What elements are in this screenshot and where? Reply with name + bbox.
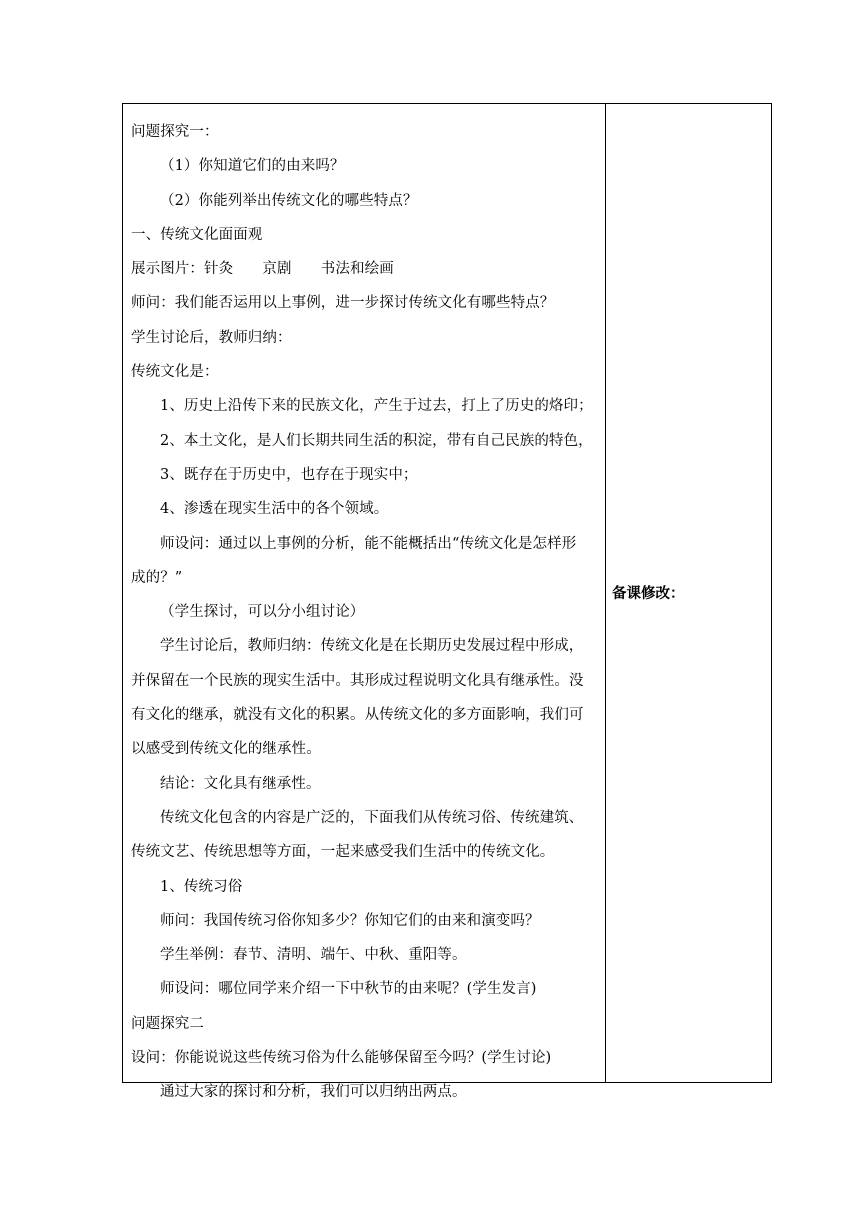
lesson-line: 一、传统文化面面观 <box>131 226 263 243</box>
lesson-line: 师问：我们能否运用以上事例，进一步探讨传统文化有哪些特点？ <box>131 295 555 312</box>
lesson-line: 师设问：哪位同学来介绍一下中秋节的由来呢？(学生发言) <box>160 981 537 998</box>
note-label: 备课修改： <box>612 585 685 602</box>
lesson-line: 展示图片：针灸 京剧 书法和绘画 <box>131 261 394 278</box>
lesson-line: 师设问：通过以上事例的分析，能不能概括出“传统文化是怎样形 <box>160 535 577 552</box>
lesson-line: 传统文化包含的内容是广泛的，下面我们从传统习俗、传统建筑、 <box>160 809 584 826</box>
lesson-table <box>122 103 772 1101</box>
lesson-line: 通过大家的探讨和分析，我们可以归纳出两点。 <box>160 1084 467 1101</box>
lesson-line: 4、渗透在现实生活中的各个领域。 <box>160 501 389 518</box>
lesson-line: 问题探究一： <box>131 124 219 140</box>
lesson-content-cell <box>123 104 605 1101</box>
lesson-line: （学生探讨，可以分小组讨论） <box>160 604 365 621</box>
lesson-line: 传统文化是： <box>131 364 219 381</box>
lesson-line: 学生举例：春节、清明、端午、中秋、重阳等。 <box>160 947 467 964</box>
lesson-line: 有文化的继承，就没有文化的积累。从传统文化的多方面影响，我们可 <box>131 707 584 724</box>
lesson-line: 设问：你能说说这些传统习俗为什么能够保留至今吗？(学生讨论) <box>131 1050 552 1067</box>
lesson-line: 学生讨论后，教师归纳：传统文化是在长期历史发展过程中形成， <box>160 638 584 655</box>
lesson-line: 学生讨论后，教师归纳： <box>131 329 292 346</box>
lesson-line: 3、既存在于历史中，也存在于现实中； <box>160 466 418 483</box>
lesson-line: 师问：我国传统习俗你知多少？你知它们的由来和演变吗？ <box>160 912 540 929</box>
notes-cell <box>606 104 771 1082</box>
lesson-line: （1）你知道它们的由来吗？ <box>160 158 345 175</box>
lesson-line: 1、历史上沿传下来的民族文化，产生于过去，打上了历史的烙印； <box>160 398 593 415</box>
lesson-line: （2）你能列举出传统文化的哪些特点？ <box>160 192 418 209</box>
lesson-line: 1、传统习俗 <box>160 878 243 895</box>
lesson-line: 传统文艺、传统思想等方面，一起来感受我们生活中的传统文化。 <box>131 844 555 861</box>
lesson-line: 以感受到传统文化的继承性。 <box>131 741 321 758</box>
lesson-line: 2、本土文化，是人们长期共同生活的积淀，带有自己民族的特色， <box>160 432 593 449</box>
lesson-line: 结论：文化具有继承性。 <box>160 775 321 792</box>
lesson-line: 问题探究二 <box>131 1015 204 1032</box>
lesson-line: 成的？” <box>131 569 183 586</box>
lesson-line: 并保留在一个民族的现实生活中。其形成过程说明文化具有继承性。没 <box>131 672 584 689</box>
